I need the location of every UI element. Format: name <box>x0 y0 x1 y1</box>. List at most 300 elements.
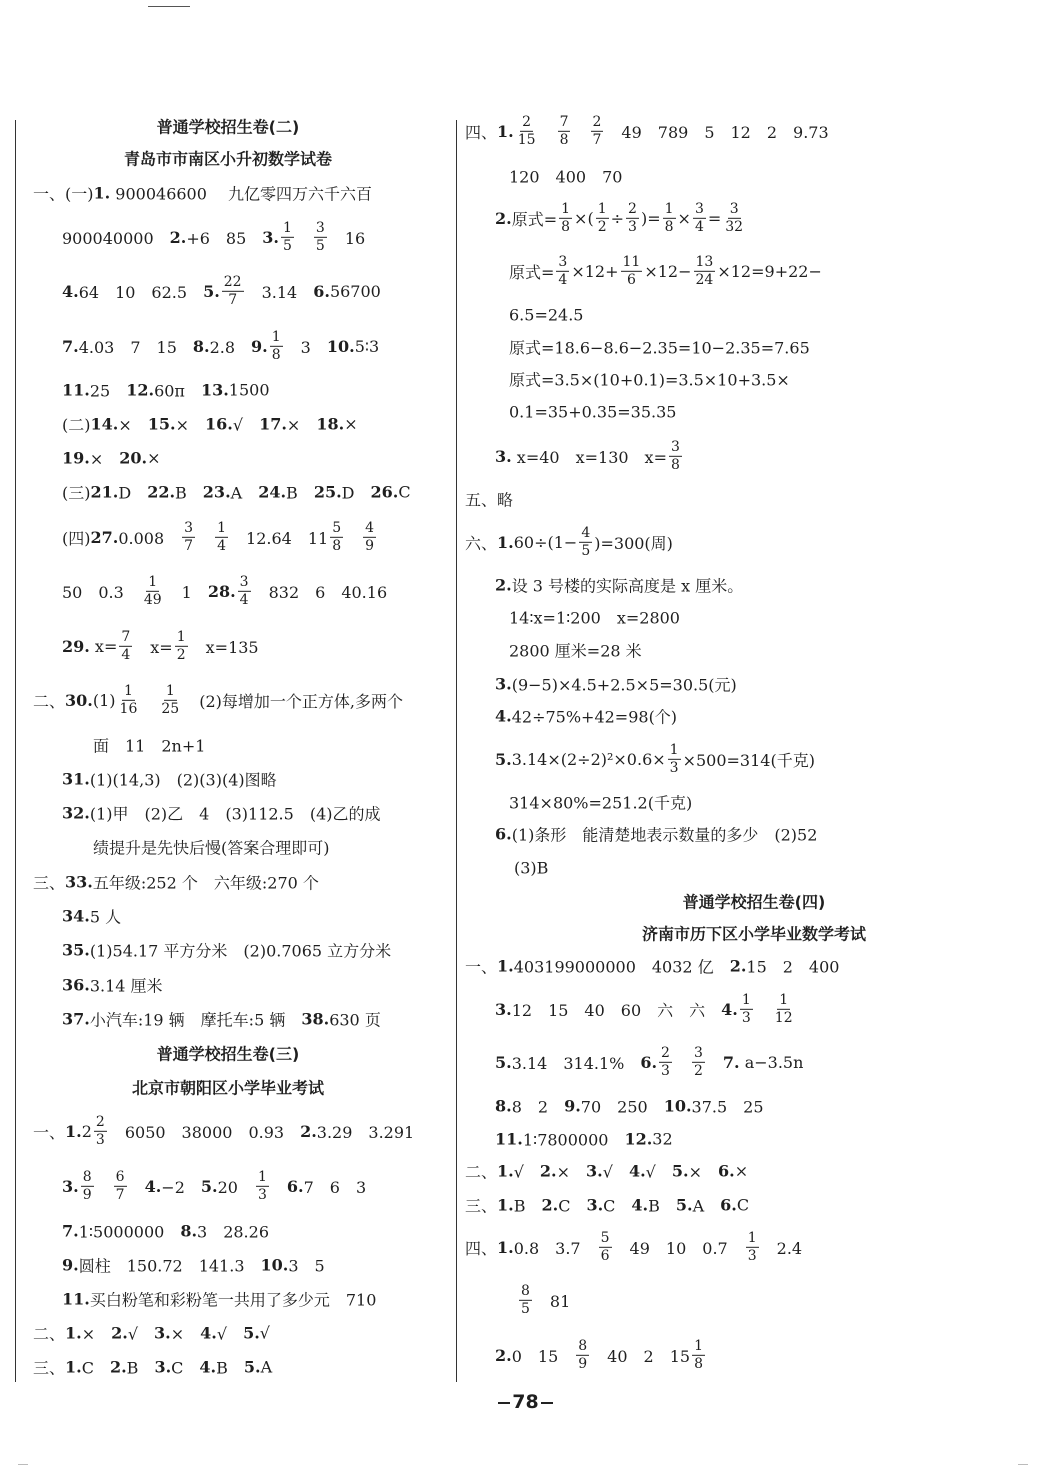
fraction <box>215 521 228 553</box>
answer-text: (2)每增加一个正方体,多两个 <box>183 691 403 711</box>
question-number: 22. <box>147 482 176 502</box>
question-number: 31. <box>62 769 90 789</box>
numerator: 2 <box>95 1113 105 1130</box>
answer-text: × <box>688 1162 718 1182</box>
question-number: 2. <box>495 575 512 595</box>
answer-text: × <box>556 1162 587 1182</box>
answer-text: 3.14 厘米 <box>89 976 163 996</box>
answer-text: 青岛市市南区小升初数学试卷 <box>123 149 332 169</box>
page-number: 78 <box>0 1391 1051 1413</box>
top-rule <box>148 6 190 7</box>
answer-text: × <box>118 415 148 435</box>
answer-text: 3.14̇ 314.1% <box>511 1053 641 1073</box>
answer-text: (3)B <box>514 858 549 878</box>
numerator: 1 <box>561 200 571 217</box>
answer-text: 三、 <box>33 873 66 893</box>
question-number: 5. <box>495 1052 512 1072</box>
answer-text: 绩提升是先快后慢(答案合理即可) <box>93 838 330 858</box>
question-number: 5. <box>200 1176 218 1196</box>
question-number: 6. <box>717 1161 735 1181</box>
answer-text: a−3.5n <box>739 1052 804 1072</box>
answer-text: 15 2 400 <box>746 957 840 977</box>
numerator: 13 <box>695 253 714 270</box>
answer-text: 3 28.26 <box>197 1222 270 1242</box>
question-number: 1. <box>65 1323 82 1343</box>
section-title <box>0 1042 456 1065</box>
question-number: 26. <box>370 482 399 502</box>
numerator: 7 <box>559 113 569 130</box>
question-number: 36. <box>62 975 90 995</box>
answer-text: 5 人 <box>89 907 122 927</box>
denominator: 6 <box>626 271 636 288</box>
answer-text: 二、 <box>465 1162 498 1182</box>
answer-text: × <box>81 1324 112 1344</box>
denominator: 5 <box>581 542 591 559</box>
denominator: 8 <box>694 1355 703 1372</box>
question-number: 4. <box>495 706 512 726</box>
question-number: 1. <box>497 1237 514 1257</box>
answer-text: 1500 <box>228 380 270 400</box>
question-number: 1. <box>497 1195 514 1215</box>
answer-line <box>62 481 411 504</box>
question-number: 5. <box>671 1161 689 1181</box>
answer-text: (1)54.17 平方分米 (2)0.7065 立方分米 <box>89 941 392 961</box>
answer-line <box>33 1356 272 1379</box>
denominator: 9 <box>82 1186 92 1203</box>
answer-line <box>465 1231 802 1263</box>
numerator: 3 <box>693 1044 703 1061</box>
fraction <box>114 1170 127 1202</box>
question-number: 13. <box>200 380 229 400</box>
section-title <box>457 890 1051 913</box>
question-number: 35. <box>62 940 90 960</box>
answer-text: ×500=314(千克) <box>682 750 815 770</box>
answer-text: = <box>707 208 722 228</box>
denominator: 4 <box>121 646 131 663</box>
answer-text: (1)条形 能清楚地表示数量的多少 (2)52 <box>511 825 818 845</box>
answer-text <box>96 1175 112 1198</box>
answer-text: × <box>344 414 358 434</box>
answer-text: 三、 <box>33 1358 66 1378</box>
answer-text: 五、略 <box>465 490 514 510</box>
numerator: 1 <box>282 219 292 236</box>
answer-text: 买白粉笔和彩粉笔一共用了多少元 710 <box>89 1290 377 1310</box>
answer-text: √ <box>216 1324 244 1344</box>
denominator: 8 <box>670 456 680 473</box>
question-number: 10. <box>663 1096 692 1116</box>
question-number: 1. <box>497 121 514 141</box>
numerator: 1 <box>148 573 158 590</box>
answer-text: 二、 <box>33 691 66 711</box>
answer-line <box>62 1220 269 1243</box>
denominator: 9 <box>365 537 375 554</box>
answer-text <box>141 689 157 712</box>
denominator: 3 <box>747 1247 757 1264</box>
question-number: 5. <box>675 1195 693 1215</box>
fraction <box>576 1339 589 1371</box>
denominator: 32 <box>725 218 744 235</box>
answer-text: C <box>558 1196 587 1216</box>
answer-text: 3.29 3.291 <box>316 1122 415 1142</box>
question-number: 5. <box>203 281 220 301</box>
question-number: 16. <box>205 414 233 434</box>
question-number: 4. <box>721 999 738 1019</box>
answer-text: 北京市朝阳区小学毕业考试 <box>131 1078 324 1098</box>
numerator: 1 <box>176 628 186 645</box>
answer-text: √ <box>259 1323 270 1343</box>
answer-text: A <box>230 483 259 503</box>
question-number: 3. <box>154 1323 171 1343</box>
question-number: 3. <box>586 1195 604 1215</box>
answer-text: 1∶7800000 <box>522 1130 625 1150</box>
numerator: 1 <box>664 200 674 217</box>
answer-line <box>62 905 121 928</box>
answer-text: C <box>398 482 411 502</box>
numerator: 3 <box>239 573 249 590</box>
answer-text <box>345 526 361 549</box>
fraction <box>579 526 592 558</box>
answer-line <box>509 403 676 422</box>
question-number: 30. <box>65 690 93 710</box>
numerator: 3 <box>184 519 194 536</box>
question-number: 15. <box>147 414 176 434</box>
question-number: 1. <box>497 956 514 976</box>
answer-text <box>540 120 556 143</box>
question-number: 1. <box>65 1357 82 1377</box>
answer-text: × <box>734 1161 749 1181</box>
answer-text <box>296 226 312 249</box>
corner-mark <box>1018 1464 1028 1465</box>
answer-text <box>572 120 588 143</box>
numerator: 1 <box>217 519 227 536</box>
numerator: 3 <box>558 253 568 270</box>
answer-text: (四) <box>62 528 91 548</box>
denominator: 2 <box>176 646 186 663</box>
question-number: 4. <box>144 1176 162 1196</box>
denominator: 7 <box>184 537 194 554</box>
fraction <box>270 330 283 362</box>
answer-line <box>62 330 379 362</box>
answer-line <box>495 823 817 846</box>
answer-text: 一、(一) <box>33 184 94 204</box>
fraction <box>94 1115 107 1147</box>
answer-text: 原式=18.6−8.6−2.35=10−2.35=7.65 <box>509 338 810 358</box>
fraction <box>118 684 140 716</box>
denominator: 3 <box>661 1062 670 1079</box>
fraction <box>238 575 251 607</box>
question-number: 29. <box>62 636 90 656</box>
answer-line <box>509 639 642 662</box>
fraction <box>175 630 188 662</box>
fraction <box>773 993 795 1025</box>
answer-line <box>495 1046 803 1078</box>
question-number: 4. <box>628 1161 646 1181</box>
answer-text: 圆柱 150.72 141.3 <box>78 1256 261 1276</box>
answer-text: 50 0.3 <box>62 582 140 602</box>
answer-text: ×( <box>574 208 594 228</box>
answer-line <box>495 673 737 696</box>
question-number: 1. <box>497 532 514 552</box>
answer-text: 81 <box>533 1291 571 1311</box>
answer-line <box>495 1095 764 1118</box>
fraction <box>599 1231 612 1263</box>
answer-line <box>465 526 673 558</box>
fraction <box>723 202 745 234</box>
question-number: 9. <box>564 1096 581 1116</box>
answer-text: 12 15 40 60 六 六 <box>511 1000 722 1020</box>
answer-text: ÷ <box>610 208 625 228</box>
question-number: 38. <box>301 1009 330 1029</box>
answer-text <box>755 998 771 1021</box>
numerator: 2 <box>522 113 532 130</box>
question-number: 28. <box>207 581 236 601</box>
answer-text: 5∶3 <box>354 336 380 356</box>
question-number: 6. <box>640 1052 658 1072</box>
answer-text: 25 <box>89 381 127 401</box>
fraction <box>663 202 676 234</box>
numerator: 2 <box>628 200 637 217</box>
answer-line <box>509 255 822 287</box>
answer-text: × <box>677 208 691 228</box>
answer-text: 2 <box>81 1121 92 1141</box>
answer-line <box>33 1322 270 1345</box>
answer-text: 832 6 40.16 <box>252 582 388 602</box>
answer-text <box>129 1175 145 1198</box>
question-number: 3. <box>154 1357 172 1377</box>
denominator: 8 <box>559 131 569 148</box>
answer-text: 小汽车:19 辆 摩托车:5 辆 <box>89 1010 302 1030</box>
question-number: 10. <box>326 336 355 356</box>
fraction <box>182 521 195 553</box>
answer-text: D <box>118 483 148 503</box>
answer-text: 0.8 3.7 <box>513 1238 597 1258</box>
numerator: 1 <box>165 682 175 699</box>
answer-text: x= <box>134 637 173 657</box>
answer-text: √ <box>127 1324 155 1344</box>
denominator: 3 <box>95 1131 105 1148</box>
answer-text: 3.14 <box>245 282 314 302</box>
answer-text: (1)(14,3) (2)(3)(4)图略 <box>89 770 277 790</box>
question-number: 2. <box>495 208 512 228</box>
question-number: 12. <box>126 380 155 400</box>
numerator: 3 <box>694 200 704 217</box>
denominator: 2 <box>693 1062 703 1079</box>
denominator: 3 <box>628 218 637 235</box>
answer-text: B <box>126 1358 155 1378</box>
numerator: 8 <box>578 1337 588 1354</box>
answer-line <box>62 1008 381 1031</box>
answer-text: C <box>736 1195 750 1215</box>
numerator: 3 <box>729 200 739 217</box>
question-number: 8. <box>495 1096 512 1116</box>
answer-text: x= <box>89 636 118 656</box>
answer-line <box>509 306 583 325</box>
numerator: 1 <box>694 1337 703 1354</box>
answer-text: )=300(周) <box>594 533 673 553</box>
answer-text: 普通学校招生卷(二) <box>156 117 300 137</box>
denominator: 7 <box>228 291 238 308</box>
denominator: 12 <box>774 1009 793 1026</box>
fraction <box>669 440 682 472</box>
question-number: 5. <box>243 1323 260 1343</box>
answer-text: 14∶x=1∶200 x=2800 <box>509 608 680 628</box>
question-number: 27. <box>90 527 119 547</box>
fraction <box>694 255 716 287</box>
numerator: 2 <box>592 113 602 130</box>
answer-line <box>62 413 358 436</box>
answer-text: 4.03 7 15 <box>78 337 193 357</box>
answer-text: 2.4 <box>760 1238 803 1258</box>
answer-text: 403199000000 4032 亿 <box>513 957 730 977</box>
question-number: 34. <box>62 906 90 926</box>
answer-text: 64 10 62.5 <box>78 282 204 302</box>
denominator: 6 <box>600 1247 610 1264</box>
answer-text: × <box>89 449 120 469</box>
answer-text <box>707 1051 723 1074</box>
question-number: 3. <box>495 674 512 694</box>
answer-text: 49 10 0.7 <box>613 1238 744 1258</box>
fraction <box>626 202 639 234</box>
denominator: 3 <box>257 1186 267 1203</box>
answer-text: 四、 <box>465 1238 498 1258</box>
left-margin-rule <box>15 120 16 1382</box>
numerator: 1 <box>271 328 281 345</box>
answer-line <box>62 768 277 791</box>
fraction <box>81 1170 94 1202</box>
section-title <box>0 147 456 170</box>
answer-text: 32 <box>652 1129 673 1149</box>
question-number: 9. <box>62 1255 79 1275</box>
question-number: 7. <box>722 1052 740 1072</box>
answer-line <box>465 1160 748 1183</box>
question-number: 33. <box>65 872 93 892</box>
answer-text: 0.1=35+0.35=35.35 <box>509 402 677 422</box>
question-number: 21. <box>90 482 119 502</box>
numerator: 1 <box>257 1168 267 1185</box>
fraction <box>668 743 681 775</box>
answer-text: ×12+ <box>571 261 619 281</box>
answer-text: 314×80%=251.2(千克) <box>509 793 693 813</box>
question-number: 4. <box>62 281 79 301</box>
denominator: 5 <box>521 1300 530 1317</box>
answer-line <box>62 1170 366 1202</box>
answer-text: 37.5 25 <box>691 1097 764 1117</box>
denominator: 7 <box>115 1186 125 1203</box>
answer-text: 12.64 11 <box>230 528 329 548</box>
question-number: 8. <box>192 336 210 356</box>
answer-line <box>33 871 319 894</box>
answer-text: 普通学校招生卷(三) <box>156 1044 300 1064</box>
answer-line <box>495 202 747 234</box>
question-number: 6. <box>313 281 330 301</box>
section-title <box>457 922 1051 945</box>
fraction <box>659 1046 672 1078</box>
answer-line <box>62 521 378 553</box>
answer-line <box>33 1115 414 1147</box>
answer-text: 900040000 <box>62 228 170 248</box>
question-number: 24. <box>258 482 287 502</box>
answer-text: +6 85 <box>186 228 263 248</box>
answer-text: 6050 38000 0.93 <box>108 1122 301 1142</box>
answer-line <box>62 1288 376 1311</box>
answer-text: 8 2 <box>511 1097 565 1117</box>
fraction <box>692 1339 705 1371</box>
answer-text: 济南市历下区小学毕业数学考试 <box>641 924 866 944</box>
question-number: 19. <box>62 448 90 468</box>
answer-line <box>465 488 513 511</box>
answer-text <box>197 526 213 549</box>
answer-text: 6.5=24.5 <box>509 305 584 325</box>
answer-text: 原式= <box>509 262 555 282</box>
answer-text: A <box>692 1196 721 1216</box>
numerator: 11 <box>622 253 641 270</box>
denominator: 24 <box>695 271 714 288</box>
answer-text: ×12=9+22− <box>717 261 822 281</box>
answer-text: 2.8 <box>209 337 252 357</box>
answer-line <box>509 165 622 188</box>
fraction <box>591 115 604 147</box>
fraction <box>558 115 571 147</box>
answer-line <box>33 684 403 716</box>
answer-text: −2 <box>161 1177 201 1197</box>
answer-text: x=40 x=130 x= <box>511 447 667 467</box>
answer-line <box>62 1254 325 1277</box>
question-number: 8. <box>180 1221 198 1241</box>
answer-text: C <box>603 1196 632 1216</box>
numerator: 1 <box>741 991 751 1008</box>
answer-text: C <box>81 1358 110 1378</box>
answer-text: 2800 厘米=28 米 <box>509 641 642 661</box>
fraction <box>119 630 132 662</box>
denominator: 15 <box>517 131 536 148</box>
question-number: 20. <box>119 448 148 468</box>
answer-text: 一、 <box>465 957 498 977</box>
question-number: 6. <box>495 824 512 844</box>
answer-text: B <box>648 1196 676 1216</box>
question-number: 2. <box>111 1323 128 1343</box>
question-number: 5. <box>243 1357 261 1377</box>
numerator: 3 <box>315 219 325 236</box>
answer-text: 16 <box>328 228 366 248</box>
denominator: 4 <box>694 218 704 235</box>
fraction <box>692 1046 705 1078</box>
answer-text: 60π <box>154 381 201 401</box>
question-number: 3. <box>62 1176 79 1196</box>
answer-line <box>62 939 391 962</box>
question-number: 3. <box>495 999 512 1019</box>
answer-line <box>62 221 365 253</box>
answer-text: 0.008 <box>118 528 181 548</box>
numerator: 1 <box>123 682 133 699</box>
answer-line <box>509 336 810 359</box>
fraction <box>159 684 181 716</box>
answer-text: 三、 <box>465 1196 498 1216</box>
answer-line <box>495 440 684 472</box>
answer-line <box>495 1339 707 1371</box>
numerator: 1 <box>669 741 679 758</box>
denominator: 3 <box>741 1009 751 1026</box>
question-number: 1. <box>93 183 111 203</box>
answer-text: 设 3 号楼的实际高度是 x 厘米。 <box>511 576 744 596</box>
denominator: 49 <box>143 591 162 608</box>
answer-line <box>495 993 797 1025</box>
answer-text: B <box>216 1358 244 1378</box>
answer-text: 四、 <box>465 122 498 142</box>
answer-text: 900046600 九亿零四万六千六百 <box>110 184 372 204</box>
answer-line <box>509 368 790 391</box>
fraction <box>314 221 327 253</box>
fraction <box>693 202 706 234</box>
